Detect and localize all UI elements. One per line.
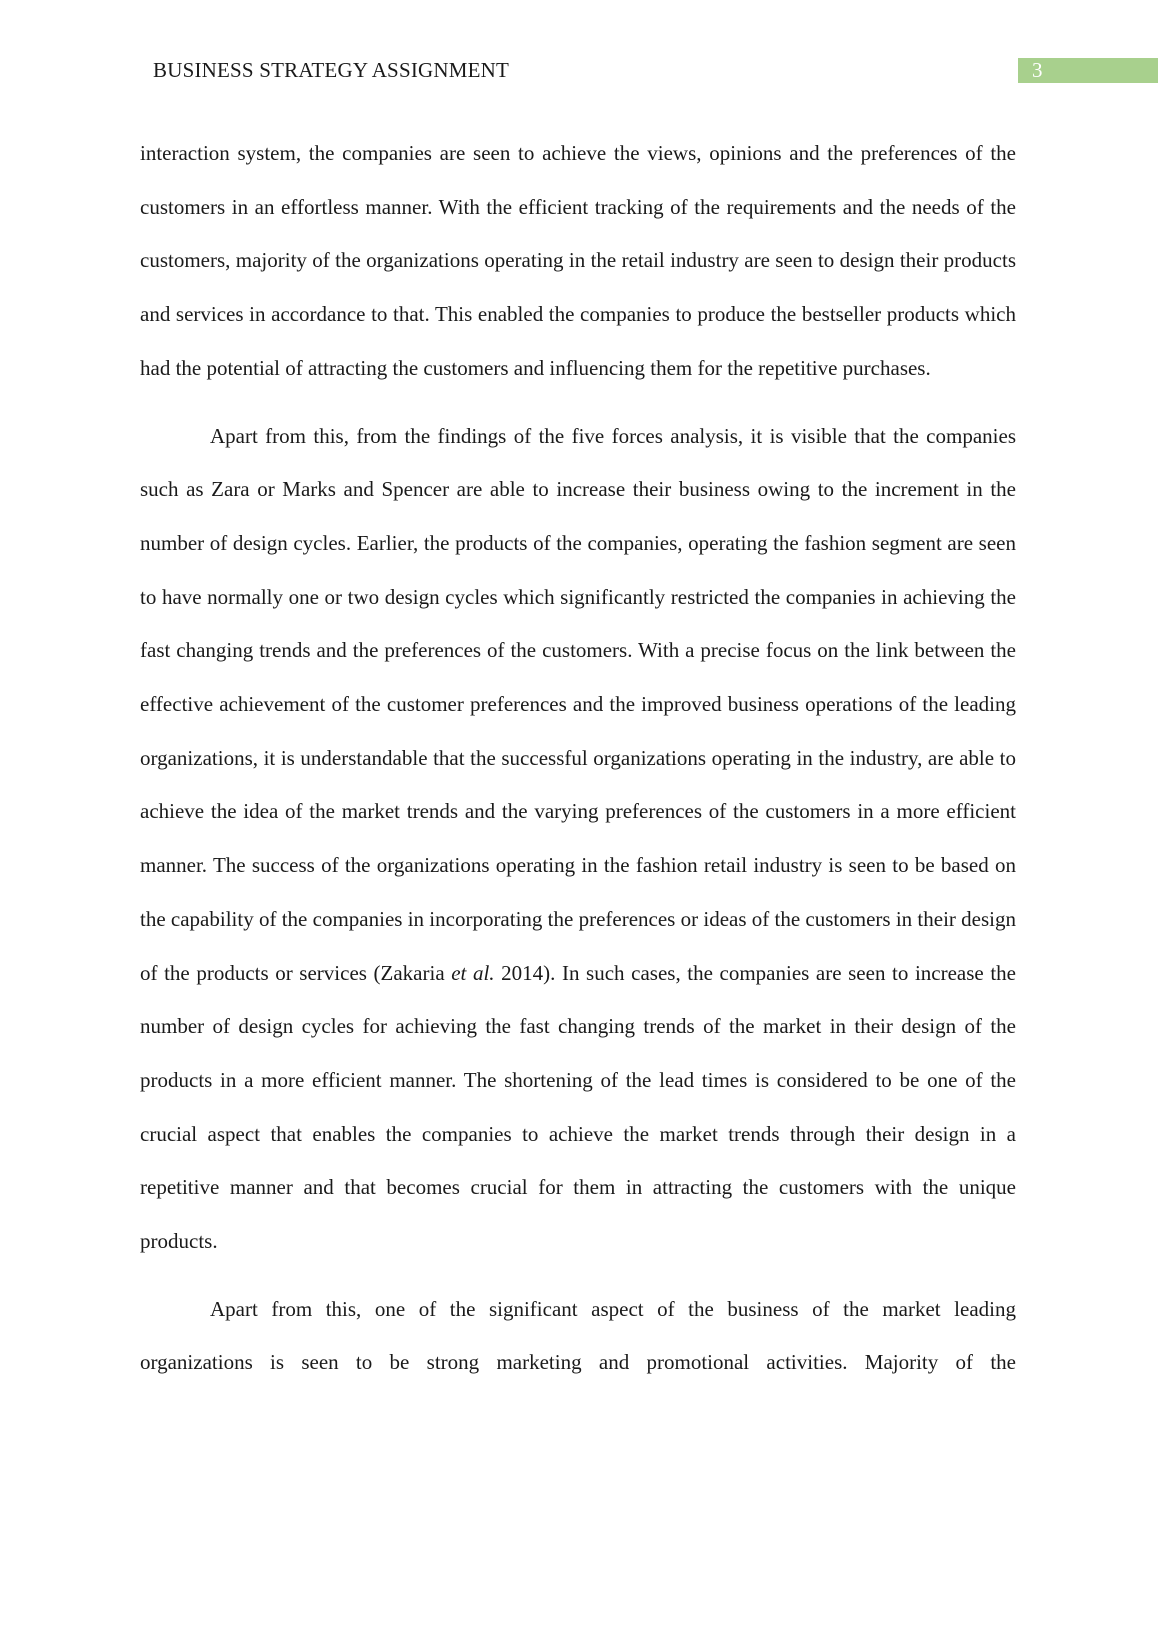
citation-et-al: et al. (451, 960, 495, 985)
paragraph-2-text-b: 2014). In such cases, the companies are seen to increase the number of design cycles for achieving the fast changing trends of the market in their design of the products in a more efficient manner. The shortening of the lead times is considered to be one of the crucial aspect that enables the companies to achieve the market trends through their design in a repetitive manner and that becomes crucial for them in attracting the customers with the unique products. (140, 960, 1016, 1254)
page-number: 3 (1032, 58, 1043, 82)
page-number-badge (1018, 58, 1158, 83)
header-title: BUSINESS STRATEGY ASSIGNMENT (153, 58, 510, 82)
paragraph-2-text-a: Apart from this, from the findings of the five forces analysis, it is visible that the companies such as Zara or Marks and Spencer are able to increase their business owing to the increment in the number of design cycles. Earlier, the products of the companies, operating the fashion segment are seen to have normally one or two design cycles which significantly restricted the companies in achieving the fast changing trends and the preferences of the customers. With a precise focus on the link between the effective achievement of the customer preferences and the improved business operations of the leading organizations, it is understandable that the successful organizations operating in the industry, are able to achieve the idea of the market trends and the varying preferences of the customers in a more efficient manner. The success of the organizations operating in the fashion retail industry is seen to be based on the capability of the companies in incorporating the preferences or ideas of the customers in their design of the products or services (Zakaria (140, 423, 1016, 985)
paragraph-2 (140, 410, 1016, 1269)
paragraph-1: interaction system, the companies are seen to achieve the views, opinions and the preferences of the customers in an effortless manner. With the efficient tracking of the requirements and the needs of the customers, majority of the organizations operating in the retail industry are seen to design their products and services in accordance to that. This enabled the companies to produce the bestseller products which had the potential of attracting the customers and influencing them for the repetitive purchases. (140, 141, 1016, 380)
document-body (140, 127, 1016, 1404)
paragraph-3: Apart from this, one of the significant aspect of the business of the market leading organizations is seen to be strong marketing and promotional activities. Majority of the (140, 1296, 1016, 1375)
